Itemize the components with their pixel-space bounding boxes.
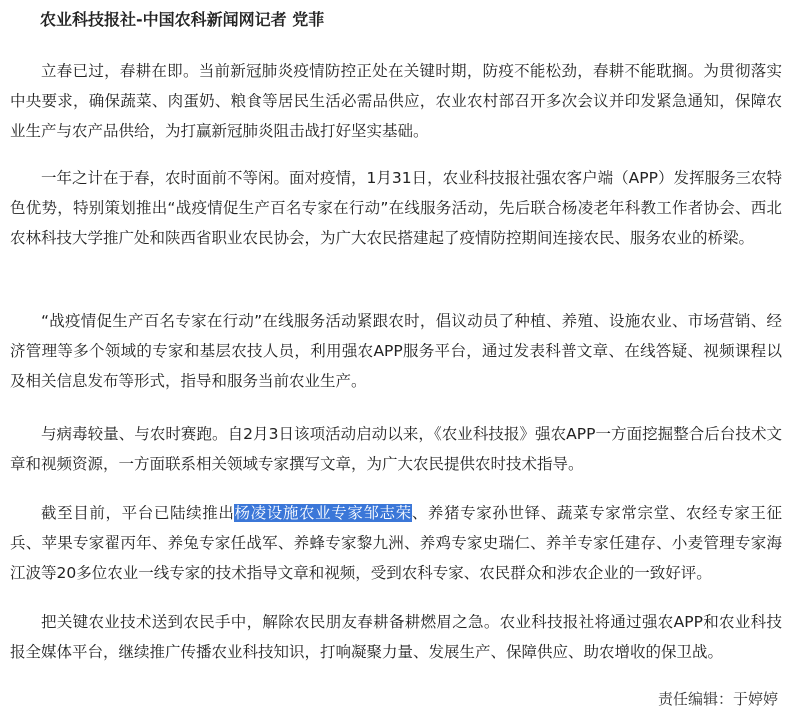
paragraph-5-lead: 截至目前，平台已陆续推出	[41, 504, 235, 522]
paragraph-2: 一年之计在于春，农时面前不等闲。面对疫情，1月31日，农业科技报社强农客户端（APP）发挥服务三农特色优势，特别策划推出“战疫情促生产百名专家在行动”在线服务活动，先后联合杨凌老年科教工作者协会、西北农林科技大学推广处和陕西省职业农民协会，为广大农民搭建起了疫情防控期间连接农民、服务农业的桥梁。	[10, 169, 782, 247]
paragraph-5-rest: 、养猪专家孙世铎、蔬菜专家常宗堂、农经专家王征兵、苹果专家翟丙年、养兔专家任战军、养蜂专家黎九洲、养鸡专家史瑞仁、养羊专家任建存、小麦管理专家海江波等20多位农业一线专家的技术指导文章和视频，受到农科专家、农民群众和涉农企业的一致好评。	[10, 504, 782, 582]
paragraph-1: 立春已过，春耕在即。当前新冠肺炎疫情防控正处在关键时期，防疫不能松劲，春耕不能耽搁。为贯彻落实中央要求，确保蔬菜、肉蛋奶、粮食等居民生活必需品供应，农业农村部召开多次会议并印发紧急通知，保障农业生产与农产品供给，为打赢新冠肺炎阻击战打好坚实基础。	[10, 62, 782, 140]
paragraph-5	[10, 498, 782, 588]
responsible-editor: 责任编辑：于婷婷	[657, 690, 778, 708]
paragraph-6: 把关键农业技术送到农民手中，解除农民朋友春耕备耕燃眉之急。农业科技报社将通过强农APP和农业科技报全媒体平台，继续推广传播农业科技知识，打响凝聚力量、发展生产、保障供应、助农增收的保卫战。	[10, 613, 782, 661]
paragraph-3: “战疫情促生产百名专家在行动”在线服务活动紧跟农时，倡议动员了种植、养殖、设施农业、市场营销、经济管理等多个领域的专家和基层农技人员，利用强农APP服务平台，通过发表科普文章、在线答疑、视频课程以及相关信息发布等形式，指导和服务当前农业生产。	[10, 312, 782, 390]
selected-text-highlight[interactable]: 杨凌设施农业专家邹志荣	[234, 504, 412, 522]
paragraph-4: 与病毒较量、与农时赛跑。自2月3日该项活动启动以来，《农业科技报》强农APP一方面挖掘整合后台技术文章和视频资源，一方面联系相关领域专家撰写文章，为广大农民提供农时技术指导。	[10, 425, 782, 473]
byline: 农业科技报社-中国农科新闻网记者 党菲	[40, 10, 325, 29]
